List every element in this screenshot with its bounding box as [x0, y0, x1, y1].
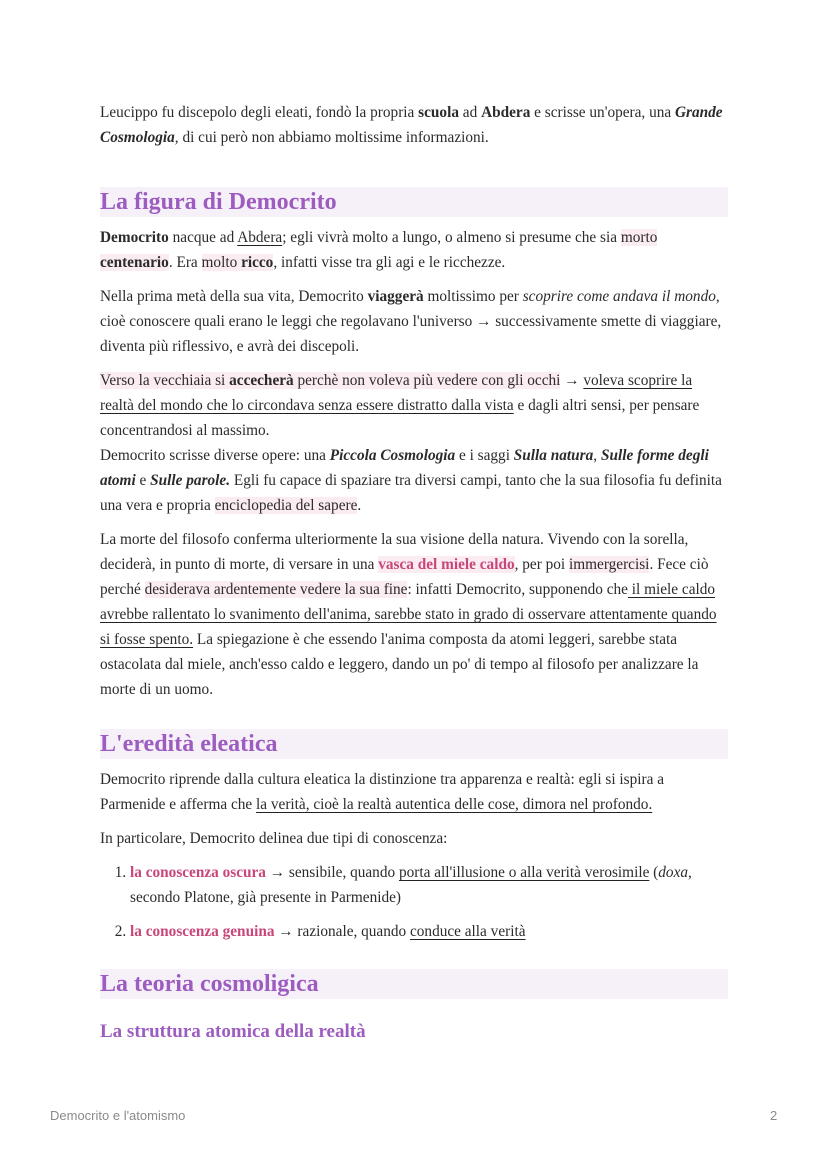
text: , infatti visse tra gli agi e le ricchezze.: [273, 254, 506, 271]
knowledge-list: [100, 860, 728, 944]
text: Nella prima metà della sua vita, Democrito: [100, 288, 368, 305]
bold-text: ricco: [241, 254, 274, 271]
text: , secondo Platone, già presente in Parmenide): [130, 864, 692, 906]
underlined-text: Abdera: [237, 229, 283, 246]
underlined-text: il miele caldo avrebbe rallentato lo svanimento dell'anima, sarebbe stato in grado di osservare attentamente quando si fosse spento.: [100, 581, 717, 648]
text: ; egli vivrà molto a lungo, o almeno si presume che sia: [282, 229, 621, 246]
highlighted-text: desiderava ardentemente vedere la sua fine: [144, 581, 408, 598]
text: . Era: [168, 254, 202, 271]
highlighted-text: Verso la vecchiaia si: [100, 372, 230, 389]
document-page: [100, 100, 728, 1045]
pink-bold-text: la conoscenza genuina: [130, 923, 275, 940]
text: : infatti Democrito, supponendo che: [407, 581, 628, 598]
page-number: 2: [770, 1108, 778, 1123]
text: La spiegazione è che essendo l'anima composta da atomi leggeri, sarebbe stata ostacolata dal miele, anch'esso caldo e leggero, dando un po' di tempo al filosofo per analizzare la morte di un uomo.: [100, 631, 699, 698]
italic-text: scoprire come andava il mondo: [522, 288, 716, 305]
text: . Fece ciò perché: [100, 556, 709, 598]
text: e i saggi: [455, 447, 514, 464]
pink-bold-text: la conoscenza oscura: [130, 864, 266, 881]
text: Democrito scrisse diverse opere: una: [100, 447, 330, 464]
text: → sensibile, quando: [265, 864, 399, 881]
list-item: [130, 919, 728, 944]
highlighted-text: morto: [620, 229, 658, 246]
text: , per poi: [514, 556, 569, 573]
paragraph: [100, 767, 728, 817]
text: → razionale, quando: [274, 923, 410, 940]
text: Egli fu capace di spaziare tra diversi campi, tanto che la sua filosofia fu definita una vera e propria: [100, 472, 722, 514]
pink-bold-text: vasca del miele caldo: [378, 556, 515, 573]
italic-text: doxa: [658, 864, 689, 881]
paragraph: [100, 225, 728, 275]
list-item: [130, 860, 728, 910]
underlined-text: voleva scoprire la realtà del mondo che lo circondava senza essere distratto dalla vista: [100, 372, 693, 414]
text: moltissimo per: [423, 288, 523, 305]
text: La morte del filosofo conferma ulteriormente la sua visione della natura. Vivendo con la sorella, deciderà, in punto di morte, di versare in una: [100, 531, 689, 573]
bold-text: centenario: [100, 254, 169, 271]
text: ,: [593, 447, 601, 464]
paragraph: [100, 368, 728, 443]
bold-text: Abdera: [481, 104, 531, 121]
underlined-text: la verità, cioè la realtà autentica delle cose, dimora nel profondo.: [256, 796, 653, 813]
paragraph: [100, 443, 728, 518]
text: ad: [458, 104, 482, 121]
bold-italic-text: Grande Cosmologia: [100, 104, 723, 146]
bold-text: scuola: [418, 104, 459, 121]
text: nacque ad: [168, 229, 238, 246]
highlighted-text: immergercisi: [569, 556, 650, 573]
bold-text: viaggerà: [367, 288, 424, 305]
paragraph: [100, 527, 728, 702]
bold-text: accecherà: [229, 372, 294, 389]
text: (: [649, 864, 659, 881]
intro-paragraph: [100, 100, 728, 150]
highlighted-text: perchè non voleva più vedere con gli occhi: [293, 372, 561, 389]
text: , cioè conoscere quali erano le leggi che regolavano l'universo → successivamente smette di viaggiare, diventa più riflessivo, e avrà dei discepoli.: [100, 288, 722, 355]
text: e dagli altri sensi, per pensare concentrandosi al massimo.: [100, 397, 700, 439]
text: Democrito riprende dalla cultura eleatica la distinzione tra apparenza e realtà: egli si ispira a Parmenide e afferma che: [100, 771, 665, 813]
underlined-text: porta all'illusione o alla verità verosimile: [398, 864, 650, 881]
text: .: [357, 497, 362, 514]
bold-text: Democrito: [100, 229, 169, 246]
highlighted-text: molto: [201, 254, 242, 271]
text: Leucippo fu discepolo degli eleati, fondò la propria: [100, 104, 419, 121]
paragraph: [100, 284, 728, 359]
section-heading-teoria: La teoria cosmoligica: [100, 969, 728, 999]
section-heading-democrito: La figura di Democrito: [100, 187, 728, 217]
footer-title: Democrito e l'atomismo: [50, 1108, 186, 1123]
highlighted-text: enciclopedia del sapere: [214, 497, 358, 514]
text: →: [560, 372, 584, 389]
bold-italic-text: Sulle forme degli atomi: [100, 447, 709, 489]
text: e scrisse un'opera, una: [530, 104, 675, 121]
paragraph: In particolare, Democrito delinea due tipi di conoscenza:: [100, 830, 448, 847]
bold-italic-text: Sulle parole.: [150, 472, 231, 489]
subsection-heading: La struttura atomica della realtà: [100, 1021, 366, 1042]
bold-italic-text: Piccola Cosmologia: [329, 447, 456, 464]
text: , di cui però non abbiamo moltissime informazioni.: [174, 129, 489, 146]
underlined-text: conduce alla verità: [409, 923, 526, 940]
section-heading-eredita: L'eredità eleatica: [100, 729, 728, 759]
bold-italic-text: Sulla natura: [513, 447, 594, 464]
text: e: [135, 472, 151, 489]
